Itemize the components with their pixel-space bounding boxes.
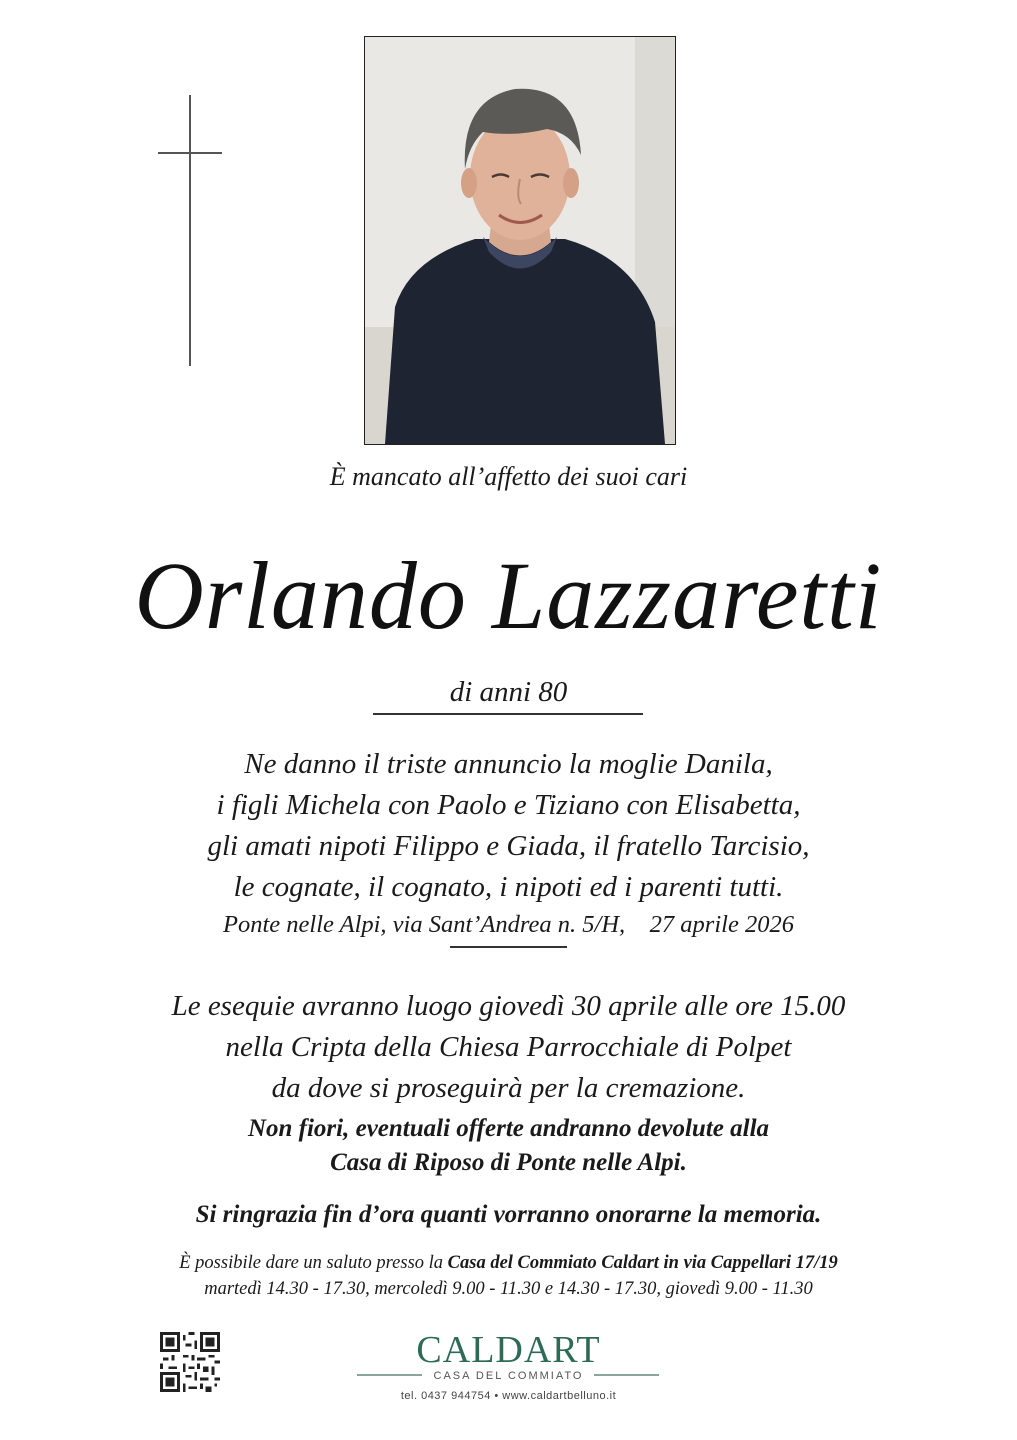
donation-note [0, 1112, 1017, 1180]
caldart-logo-subtitle: CASA DEL COMMIATO [433, 1370, 584, 1382]
thanks-note: Si ringrazia fin d’ora quanti vorranno onorarne la memoria. [195, 1201, 822, 1228]
visit-info [0, 1250, 1017, 1302]
portrait-photo [364, 36, 676, 445]
cross-icon-bar [158, 152, 222, 154]
website-link[interactable]: www.caldartbelluno.it [502, 1390, 617, 1402]
separator: • [494, 1390, 499, 1402]
visit-place: Casa del Commiato Caldart in via Cappellari 17/19 [447, 1253, 838, 1273]
announcement-line: gli amati nipoti Filippo e Giada, il fratello Tarcisio, [207, 830, 810, 862]
visit-hours: martedì 14.30 - 17.30, mercoledì 9.00 - 11.30 e 14.30 - 17.30, giovedì 9.00 - 11.30 [204, 1279, 813, 1299]
divider [450, 946, 567, 948]
funeral-line: Le esequie avranno luogo giovedì 30 aprile alle ore 15.00 [171, 990, 846, 1022]
caldart-logo: CALDART [416, 1329, 601, 1371]
funeral-details [0, 986, 1017, 1109]
visit-prefix: È possibile dare un saluto presso la [179, 1253, 448, 1273]
divider [373, 713, 643, 715]
cross-icon [189, 95, 191, 366]
date: 27 aprile 2026 [649, 911, 794, 938]
announcement-line: le cognate, il cognato, i nipoti ed i parenti tutti. [233, 871, 784, 903]
announcement [0, 744, 1017, 908]
deceased-name: Orlando Lazzaretti [134, 542, 883, 649]
address: Ponte nelle Alpi, via Sant’Andrea n. 5/H, [223, 911, 626, 938]
intro-text: È mancato all’affetto dei suoi cari [329, 462, 688, 491]
donation-line: Casa di Riposo di Ponte nelle Alpi. [330, 1149, 687, 1176]
donation-line: Non fiori, eventuali offerte andranno devolute alla [247, 1115, 770, 1142]
address-date [0, 911, 1017, 939]
funeral-line: nella Cripta della Chiesa Parrocchiale di Polpet [225, 1031, 792, 1063]
announcement-line: i figli Michela con Paolo e Tiziano con Elisabetta, [216, 789, 801, 821]
visit-line [0, 1250, 1017, 1276]
funeral-line: da dove si proseguirà per la cremazione. [271, 1072, 746, 1104]
announcement-line: Ne danno il triste annuncio la moglie Danila, [244, 748, 773, 780]
deceased-age: di anni 80 [449, 676, 568, 708]
phone: tel. 0437 944754 [400, 1390, 491, 1402]
contact-info [0, 1390, 1017, 1402]
